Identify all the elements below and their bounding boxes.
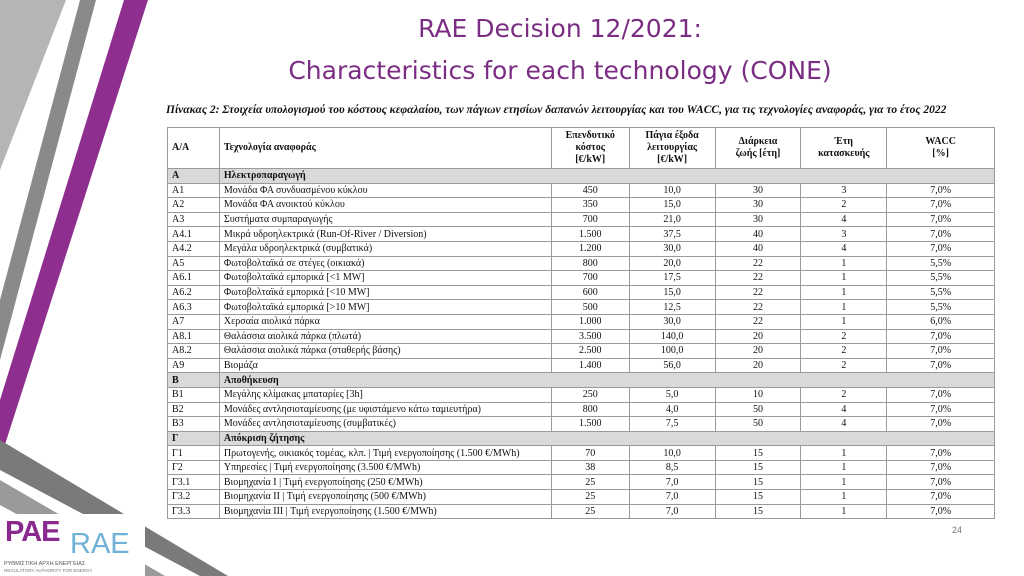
row-lifetime: 22 (715, 300, 801, 315)
row-fixed-opex: 30,0 (629, 241, 715, 256)
row-build-years: 4 (801, 417, 887, 432)
table-row (168, 227, 995, 242)
row-build-years: 1 (801, 300, 887, 315)
header-fom-l1: Πάγια έξοδα (645, 130, 699, 141)
table-body (168, 169, 995, 519)
table-row (168, 417, 995, 432)
table-row (168, 198, 995, 213)
row-lifetime: 15 (715, 490, 801, 505)
row-lifetime: 15 (715, 475, 801, 490)
header-build-l2: κατασκευής (818, 148, 870, 159)
row-technology: Μονάδα ΦΑ ανοικτού κύκλου (219, 198, 551, 213)
section-row (168, 431, 995, 446)
row-capex: 350 (551, 198, 629, 213)
row-id: Γ3.3 (168, 504, 220, 519)
row-fixed-opex: 8,5 (629, 460, 715, 475)
section-row (168, 373, 995, 388)
row-wacc: 5,5% (887, 285, 995, 300)
logo-subtitle-greek: ΡΥΘΜΙΣΤΙΚΗ ΑΡΧΗ ΕΝΕΡΓΕΙΑΣ (4, 561, 86, 567)
row-fixed-opex: 56,0 (629, 358, 715, 373)
header-life-l1: Διάρκεια (738, 136, 778, 147)
row-build-years: 1 (801, 504, 887, 519)
row-fixed-opex: 15,0 (629, 285, 715, 300)
row-fixed-opex: 100,0 (629, 344, 715, 359)
table-row (168, 314, 995, 329)
row-technology: Μικρά υδροηλεκτρικά (Run-Of-River / Diversion) (219, 227, 551, 242)
header-tech: Τεχνολογία αναφοράς (219, 128, 551, 169)
row-lifetime: 15 (715, 504, 801, 519)
table-row (168, 256, 995, 271)
row-build-years: 2 (801, 198, 887, 213)
row-id: Α3 (168, 212, 220, 227)
table-row (168, 446, 995, 461)
row-technology: Φωτοβολταϊκά εμπορικά [<10 MW] (219, 285, 551, 300)
row-technology: Θαλάσσια αιολικά πάρκα (σταθερής βάσης) (219, 344, 551, 359)
row-id: Α2 (168, 198, 220, 213)
row-capex: 1.500 (551, 417, 629, 432)
row-capex: 3.500 (551, 329, 629, 344)
row-id: Α5 (168, 256, 220, 271)
row-capex: 1.000 (551, 314, 629, 329)
row-build-years: 1 (801, 475, 887, 490)
row-technology: Χερσαία αιολικά πάρκα (219, 314, 551, 329)
row-wacc: 7,0% (887, 504, 995, 519)
section-name: Ηλεκτροπαραγωγή (219, 169, 994, 184)
row-capex: 500 (551, 300, 629, 315)
slide-title-line2: Characteristics for each technology (CONE) (288, 56, 832, 85)
row-wacc: 7,0% (887, 417, 995, 432)
row-lifetime: 22 (715, 256, 801, 271)
row-wacc: 7,0% (887, 402, 995, 417)
row-lifetime: 20 (715, 344, 801, 359)
row-id: Α6.1 (168, 271, 220, 286)
row-technology: Μεγάλης κλίμακας μπαταρίες [3h] (219, 387, 551, 402)
table-row (168, 358, 995, 373)
row-id: Α6.2 (168, 285, 220, 300)
row-fixed-opex: 5,0 (629, 387, 715, 402)
row-fixed-opex: 30,0 (629, 314, 715, 329)
row-capex: 1.500 (551, 227, 629, 242)
row-capex: 250 (551, 387, 629, 402)
row-fixed-opex: 7,0 (629, 475, 715, 490)
row-build-years: 1 (801, 256, 887, 271)
section-id: Β (168, 373, 220, 388)
row-build-years: 4 (801, 241, 887, 256)
row-lifetime: 22 (715, 314, 801, 329)
row-lifetime: 22 (715, 285, 801, 300)
row-lifetime: 20 (715, 358, 801, 373)
row-fixed-opex: 21,0 (629, 212, 715, 227)
logo-subtitle-english: REGULATORY AUTHORITY FOR ENERGY (4, 568, 93, 573)
row-technology: Βιομηχανία Ι | Τιμή ενεργοποίησης (250 €/MWh) (219, 475, 551, 490)
row-id: Α6.3 (168, 300, 220, 315)
row-fixed-opex: 7,5 (629, 417, 715, 432)
row-lifetime: 15 (715, 460, 801, 475)
row-capex: 800 (551, 402, 629, 417)
table-row (168, 212, 995, 227)
row-id: Α7 (168, 314, 220, 329)
row-capex: 700 (551, 212, 629, 227)
row-build-years: 4 (801, 212, 887, 227)
row-wacc: 7,0% (887, 212, 995, 227)
header-fom-l2: λειτουργίας (647, 142, 698, 153)
row-build-years: 1 (801, 460, 887, 475)
row-id: Α9 (168, 358, 220, 373)
row-wacc: 7,0% (887, 183, 995, 198)
table-row (168, 387, 995, 402)
table-row (168, 402, 995, 417)
row-capex: 25 (551, 504, 629, 519)
row-capex: 800 (551, 256, 629, 271)
header-fom (629, 128, 715, 169)
row-lifetime: 30 (715, 198, 801, 213)
row-id: Γ2 (168, 460, 220, 475)
row-id: Α8.1 (168, 329, 220, 344)
row-build-years: 1 (801, 490, 887, 505)
row-build-years: 2 (801, 358, 887, 373)
row-build-years: 1 (801, 314, 887, 329)
header-life (715, 128, 801, 169)
table-row (168, 183, 995, 198)
row-wacc: 7,0% (887, 490, 995, 505)
row-id: Γ1 (168, 446, 220, 461)
row-fixed-opex: 17,5 (629, 271, 715, 286)
row-lifetime: 30 (715, 212, 801, 227)
table-row (168, 271, 995, 286)
logo-rae-text: RAE (70, 528, 130, 560)
row-build-years: 1 (801, 285, 887, 300)
row-wacc: 7,0% (887, 329, 995, 344)
rae-logo (0, 514, 145, 576)
row-build-years: 4 (801, 402, 887, 417)
table-row (168, 285, 995, 300)
row-id: Γ3.2 (168, 490, 220, 505)
table-header-row (168, 128, 995, 169)
row-build-years: 2 (801, 387, 887, 402)
row-fixed-opex: 12,5 (629, 300, 715, 315)
header-life-l2: ζωής [έτη] (735, 148, 781, 159)
row-technology: Υπηρεσίες | Τιμή ενεργοποίησης (3.500 €/MWh) (219, 460, 551, 475)
row-technology: Φωτοβολταϊκά σε στέγες (οικιακά) (219, 256, 551, 271)
row-wacc: 7,0% (887, 446, 995, 461)
row-technology: Βιομηχανία ΙΙΙ | Τιμή ενεργοποίησης (1.500 €/MWh) (219, 504, 551, 519)
row-id: Γ3.1 (168, 475, 220, 490)
row-wacc: 7,0% (887, 460, 995, 475)
section-id: Α (168, 169, 220, 184)
row-fixed-opex: 37,5 (629, 227, 715, 242)
table-caption: Πίνακας 2: Στοιχεία υπολογισμού του κόστους κεφαλαίου, των πάγιων ετησίων δαπανών λειτουργίας και του WACC, για τις τεχνολογίες αναφοράς, για το έτος 2022 (166, 104, 947, 116)
row-fixed-opex: 10,0 (629, 446, 715, 461)
row-build-years: 1 (801, 271, 887, 286)
row-id: Α8.2 (168, 344, 220, 359)
row-build-years: 3 (801, 227, 887, 242)
section-id: Γ (168, 431, 220, 446)
table-row (168, 241, 995, 256)
row-wacc: 5,5% (887, 271, 995, 286)
row-lifetime: 50 (715, 417, 801, 432)
header-capex-l1: Επενδυτικό (565, 130, 615, 141)
row-wacc: 7,0% (887, 387, 995, 402)
row-fixed-opex: 140,0 (629, 329, 715, 344)
row-fixed-opex: 15,0 (629, 198, 715, 213)
row-wacc: 7,0% (887, 344, 995, 359)
row-wacc: 6,0% (887, 314, 995, 329)
row-technology: Μεγάλα υδροηλεκτρικά (συμβατικά) (219, 241, 551, 256)
row-wacc: 7,0% (887, 227, 995, 242)
row-wacc: 5,5% (887, 256, 995, 271)
row-build-years: 1 (801, 446, 887, 461)
header-fom-l3: [€/kW] (657, 154, 688, 165)
row-capex: 1.400 (551, 358, 629, 373)
row-build-years: 3 (801, 183, 887, 198)
row-id: Α4.1 (168, 227, 220, 242)
row-technology: Συστήματα συμπαραγωγής (219, 212, 551, 227)
row-lifetime: 22 (715, 271, 801, 286)
page-number: 24 (952, 525, 963, 535)
row-fixed-opex: 10,0 (629, 183, 715, 198)
header-wacc-l1: WACC (925, 136, 956, 147)
row-technology: Μονάδα ΦΑ συνδυασμένου κύκλου (219, 183, 551, 198)
section-name: Απόκριση ζήτησης (219, 431, 994, 446)
logo-pae-text: PAE (5, 516, 60, 548)
header-capex-l3: [€/kW] (575, 154, 606, 165)
header-build-l1: Έτη (834, 136, 853, 147)
row-id: Β2 (168, 402, 220, 417)
row-technology: Μονάδες αντλησιοταμίευσης (συμβατικές) (219, 417, 551, 432)
row-wacc: 5,5% (887, 300, 995, 315)
row-capex: 700 (551, 271, 629, 286)
section-name: Αποθήκευση (219, 373, 994, 388)
row-fixed-opex: 7,0 (629, 490, 715, 505)
table-row (168, 504, 995, 519)
row-technology: Θαλάσσια αιολικά πάρκα (πλωτά) (219, 329, 551, 344)
row-build-years: 2 (801, 329, 887, 344)
header-id: Α/Α (168, 128, 220, 169)
table-row (168, 490, 995, 505)
row-id: Β3 (168, 417, 220, 432)
slide-title-line1: RAE Decision 12/2021: (418, 14, 702, 43)
row-lifetime: 20 (715, 329, 801, 344)
row-technology: Βιομάζα (219, 358, 551, 373)
row-id: Β1 (168, 387, 220, 402)
header-capex (551, 128, 629, 169)
section-row (168, 169, 995, 184)
table-row (168, 329, 995, 344)
row-wacc: 7,0% (887, 358, 995, 373)
row-capex: 1.200 (551, 241, 629, 256)
row-lifetime: 30 (715, 183, 801, 198)
row-capex: 38 (551, 460, 629, 475)
cone-table (167, 127, 995, 519)
table-row (168, 460, 995, 475)
row-id: Α4.2 (168, 241, 220, 256)
row-technology: Μονάδες αντλησιοταμίευσης (με υφιστάμενο κάτω ταμιευτήρα) (219, 402, 551, 417)
header-wacc (887, 128, 995, 169)
row-capex: 2.500 (551, 344, 629, 359)
row-lifetime: 50 (715, 402, 801, 417)
row-fixed-opex: 4,0 (629, 402, 715, 417)
row-fixed-opex: 20,0 (629, 256, 715, 271)
row-technology: Φωτοβολταϊκά εμπορικά [<1 MW] (219, 271, 551, 286)
row-lifetime: 40 (715, 227, 801, 242)
row-technology: Πρωτογενής, οικιακός τομέας, κλπ. | Τιμή ενεργοποίησης (1.500 €/MWh) (219, 446, 551, 461)
row-capex: 25 (551, 490, 629, 505)
row-fixed-opex: 7,0 (629, 504, 715, 519)
row-lifetime: 40 (715, 241, 801, 256)
row-capex: 25 (551, 475, 629, 490)
row-capex: 600 (551, 285, 629, 300)
row-build-years: 2 (801, 344, 887, 359)
table-row (168, 475, 995, 490)
row-lifetime: 15 (715, 446, 801, 461)
header-capex-l2: κόστος (575, 142, 605, 153)
row-capex: 450 (551, 183, 629, 198)
row-technology: Βιομηχανία ΙΙ | Τιμή ενεργοποίησης (500 €/MWh) (219, 490, 551, 505)
row-wacc: 7,0% (887, 241, 995, 256)
row-wacc: 7,0% (887, 475, 995, 490)
header-wacc-l2: [%] (932, 148, 949, 159)
row-technology: Φωτοβολταϊκά εμπορικά [>10 MW] (219, 300, 551, 315)
header-build (801, 128, 887, 169)
table-row (168, 300, 995, 315)
row-wacc: 7,0% (887, 198, 995, 213)
row-capex: 70 (551, 446, 629, 461)
row-lifetime: 10 (715, 387, 801, 402)
row-id: Α1 (168, 183, 220, 198)
table-row (168, 344, 995, 359)
